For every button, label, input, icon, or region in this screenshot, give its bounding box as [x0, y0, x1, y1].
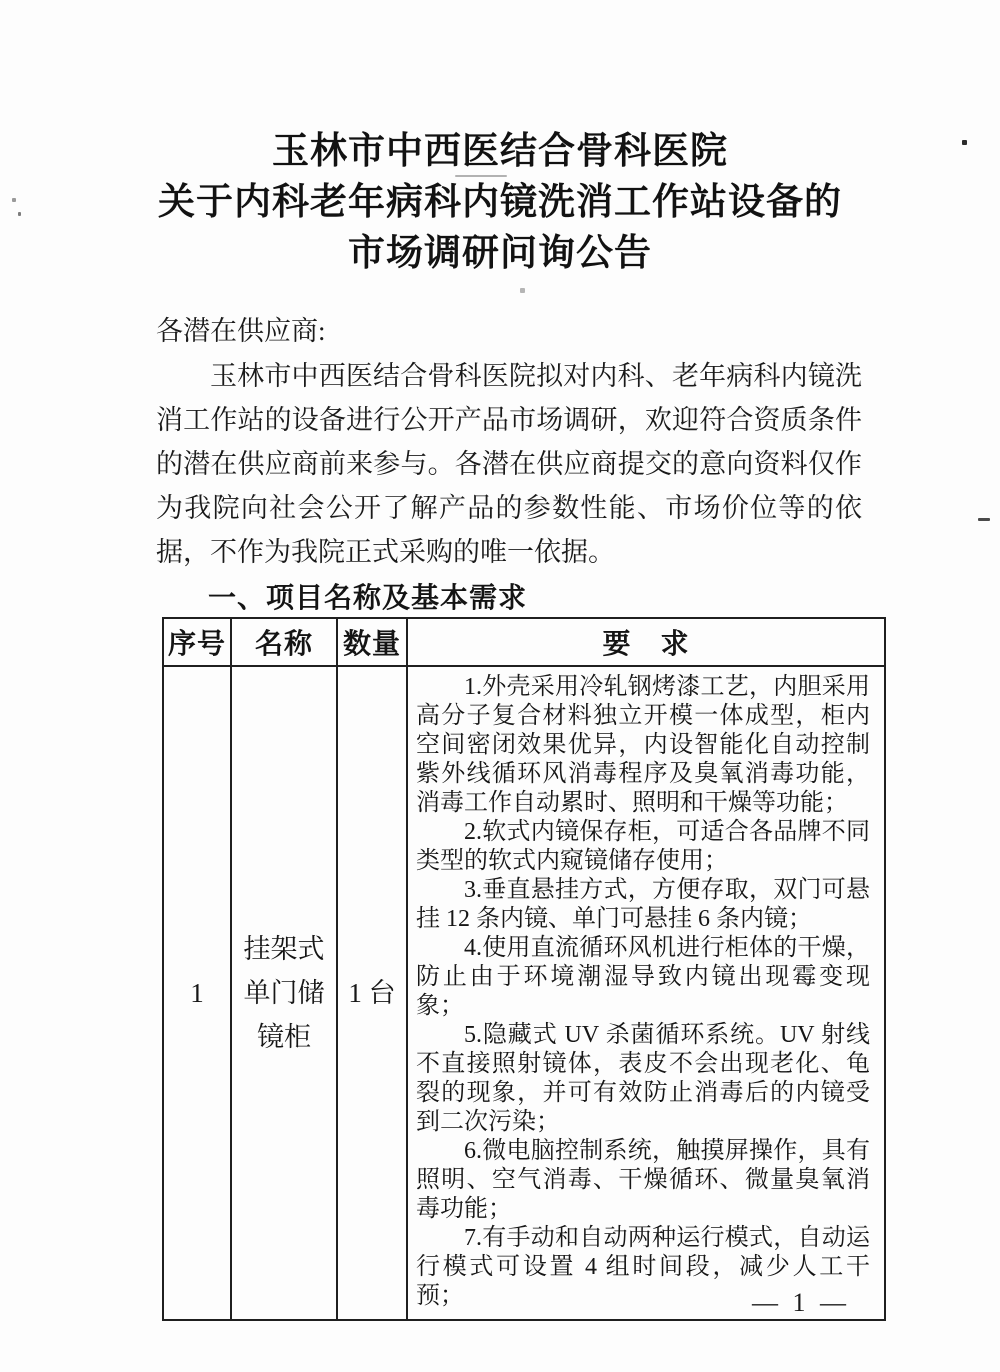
requirement-item-6: 6.微电脑控制系统，触摸屏操作，具有照明、空气消毒、干燥循环、微量臭氧消毒功能； [416, 1138, 870, 1222]
scan-artifact-dot [520, 288, 525, 293]
section-heading: 一、项目名称及基本需求 [208, 582, 528, 613]
row-index-cell: 1 [163, 666, 231, 1320]
title-line-2: 关于内科老年病科内镜洗消工作站设备的 [158, 182, 842, 223]
scan-artifact-dot [12, 198, 16, 202]
requirement-item-2: 2.软式内镜保存柜，可适合各品牌不同类型的软式内窥镜储存使用； [416, 819, 870, 874]
requirement-item-1: 1.外壳采用冷轧钢烤漆工艺，内胆采用高分子复合材料独立开模一体成型，柜内空间密闭效果优异，内设智能化自动控制紫外线循环风消毒程序及臭氧消毒功能，消毒工作自动累时、照明和干燥等功能； [416, 674, 870, 816]
intro-paragraph: 玉林市中西医结合骨科医院拟对内科、老年病科内镜洗消工作站的设备进行公开产品市场调研，欢迎符合资质条件的潜在供应商前来参与。各潜在供应商提交的意向资料仅作为我院向社会公开了解产品的参数性能、市场价位等的依据，不作为我院正式采购的唯一依据。 [156, 361, 862, 567]
scan-artifact-dot [18, 212, 21, 216]
requirement-item-4: 4.使用直流循环风机进行柜体的干燥，防止由于环境潮湿导致内镜出现霉变现象； [416, 935, 870, 1019]
quantity-cell: 1 台 [337, 666, 407, 1320]
table-row [163, 666, 885, 1320]
table-header-row [163, 618, 885, 666]
col-header-index: 序号 [163, 618, 231, 666]
col-header-quantity: 数量 [337, 618, 407, 666]
scan-artifact-dot [962, 140, 967, 145]
title-line-1: 玉林市中西医结合骨科医院 [272, 131, 728, 172]
col-header-requirements: 要 求 [407, 618, 885, 666]
scan-artifact-dash [978, 518, 990, 521]
requirement-item-3: 3.垂直悬挂方式，方便存取，双门可悬挂 12 条内镜、单门可悬挂 6 条内镜； [416, 877, 870, 932]
requirements-cell [407, 666, 885, 1320]
document-title [0, 126, 1000, 279]
requirement-item-5: 5.隐藏式 UV 杀菌循环系统。UV 射线不直接照射镜体，表皮不会出现老化、龟裂的现象，并可有效防止消毒后的内镜受到二次污染； [416, 1022, 870, 1135]
item-name-cell: 挂架式单门储镜柜 [231, 666, 337, 1320]
salutation: 各潜在供应商: [156, 316, 326, 346]
requirement-item-7: 7.有手动和自动两种运行模式，自动运行模式可设置 4 组时间段，减少人工干预； [416, 1225, 870, 1309]
title-line-3: 市场调研问询公告 [348, 233, 652, 274]
col-header-name: 名称 [231, 618, 337, 666]
scan-artifact-line [455, 175, 507, 177]
requirements-table [162, 617, 886, 1321]
page-number: — 1 — [752, 1288, 850, 1317]
